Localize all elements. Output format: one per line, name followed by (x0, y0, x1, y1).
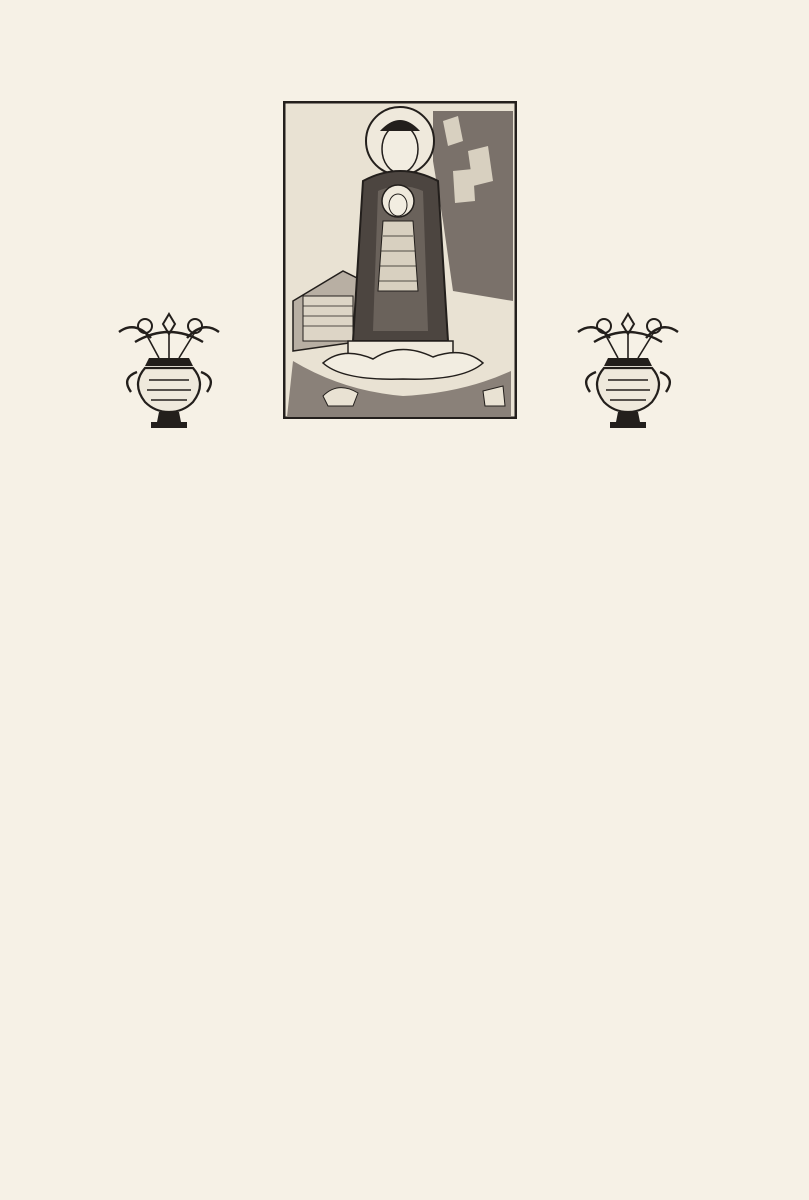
flower-vase-left-icon (115, 312, 223, 432)
flower-vase-right-icon (574, 312, 682, 432)
madonna-woodcut-image (283, 101, 517, 419)
music-score (98, 944, 698, 1082)
